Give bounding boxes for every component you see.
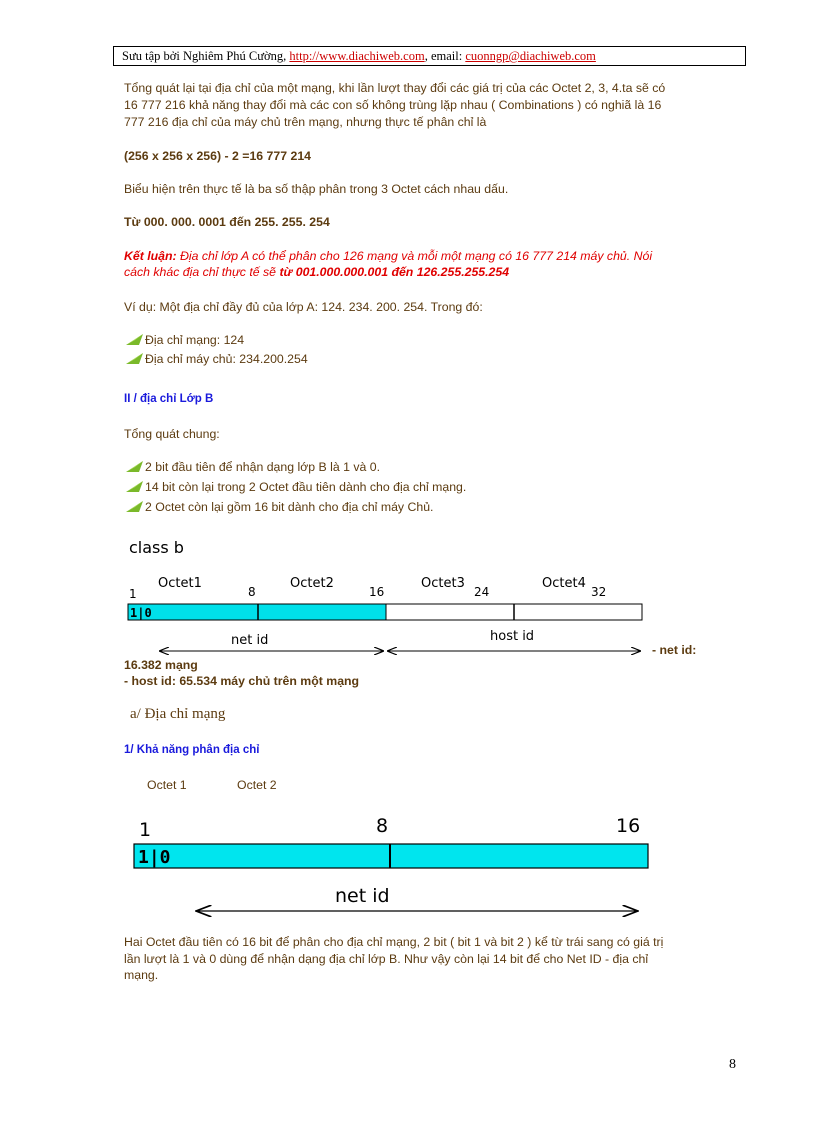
octet-label-4: Octet4 (542, 576, 586, 591)
octet-1-label: Octet 1 (147, 778, 187, 792)
section-heading-class-b: II / địa chỉ Lớp B (124, 393, 214, 405)
bullet-text: 14 bit còn lại trong 2 Octet đầu tiên dành cho địa chỉ mạng. (145, 480, 467, 494)
subheading-allocation: 1/ Khả năng phân địa chỉ (124, 744, 260, 756)
bit-tick-16: 16 (616, 815, 641, 837)
net-id-bar (128, 604, 386, 620)
bit-tick-8: 8 (248, 585, 256, 599)
conclusion-text-2: cách khác địa chỉ thực tế sẽ (124, 265, 280, 279)
bullet-text: Địa chỉ mạng: 124 (145, 333, 245, 347)
octet-label-1: Octet1 (158, 576, 202, 591)
host-id-label: host id (490, 629, 535, 644)
header-url-link[interactable]: http://www.diachiweb.com (289, 49, 425, 63)
net-id-label: net id (335, 885, 390, 907)
net-id-summary-label: - net id: (652, 643, 697, 657)
para-1-line-3: 777 216 địa chỉ của máy chủ trên mạng, nhưng thực tế phân chỉ là (124, 115, 487, 129)
para-1-line-2: 16 777 216 khả năng thay đổi mà các con số không trùng lặp nhau ( Combinations ) có nghiã là 16 (124, 98, 662, 112)
address-range: Từ 000. 000. 0001 đến 255. 255. 254 (124, 215, 330, 229)
class-bits: 1|0 (130, 606, 152, 620)
final-line-3: mạng. (124, 968, 159, 982)
bit-tick-32: 32 (591, 585, 607, 599)
formula: (256 x 256 x 256) - 2 =16 777 214 (124, 149, 311, 163)
class-bits: 1|0 (138, 847, 171, 868)
diagram-title: class b (129, 538, 184, 557)
final-line-2: lần lượt là 1 và 0 dùng để nhận dạng địa chỉ lớp B. Như vậy còn lại 14 bit để cho Net ID - địa chỉ (124, 952, 649, 966)
bit-tick-1: 1 (129, 587, 137, 601)
bullet-text: 2 Octet còn lại gồm 16 bit dành cho địa chỉ máy Chủ. (145, 500, 434, 514)
conclusion-text-1: Địa chỉ lớp A có thể phân cho 126 mạng và mỗi một mạng có 16 777 214 máy chủ. Nói (176, 249, 653, 263)
bullet-text: 2 bit đầu tiên để nhận dạng lớp B là 1 và 0. (145, 460, 381, 474)
header-email-link[interactable]: cuonngp@diachiweb.com (465, 49, 596, 63)
bit-tick-24: 24 (474, 585, 490, 599)
subheading-network-address: a/ Địa chỉ mạng (130, 706, 226, 722)
bit-tick-1: 1 (139, 819, 152, 841)
header-prefix: Sưu tập bởi Nghiêm Phú Cường, (122, 49, 290, 63)
general-heading: Tổng quát chung: (124, 427, 220, 441)
para-1-line-1: Tổng quát lại tại địa chỉ của một mạng, khi lần lượt thay đổi các giá trị của các Octet 2, 3, 4.ta sẽ có (124, 81, 666, 95)
header-mid: , email: (424, 49, 466, 63)
host-id-summary: - host id: 65.534 máy chủ trên một mạng (124, 674, 360, 688)
octet-2-label: Octet 2 (237, 778, 277, 792)
net-id-summary-value: 16.382 mạng (124, 658, 198, 672)
octet-label-3: Octet3 (421, 576, 465, 591)
conclusion-range: từ 001.000.000.001 đến 126.255.255.254 (279, 265, 510, 279)
bit-tick-8: 8 (376, 815, 389, 837)
bit-tick-16: 16 (369, 585, 385, 599)
para-2: Biểu hiện trên thực tế là ba số thập phân trong 3 Octet cách nhau dấu. (124, 182, 509, 196)
octet-label-2: Octet2 (290, 576, 334, 591)
net-id-diagram (0, 800, 816, 930)
final-line-1: Hai Octet đầu tiên có 16 bit để phân cho địa chỉ mạng, 2 bit ( bit 1 và bit 2 ) kể từ trái sang có giá trị (124, 935, 664, 949)
net-id-label: net id (231, 633, 269, 648)
bullet-text: Địa chỉ máy chủ: 234.200.254 (145, 352, 308, 366)
page-number: 8 (729, 1057, 736, 1072)
example-text: Ví dụ: Một địa chỉ đầy đủ của lớp A: 124. 234. 200. 254. Trong đó: (124, 300, 483, 314)
conclusion-label: Kết luận: (124, 249, 177, 263)
